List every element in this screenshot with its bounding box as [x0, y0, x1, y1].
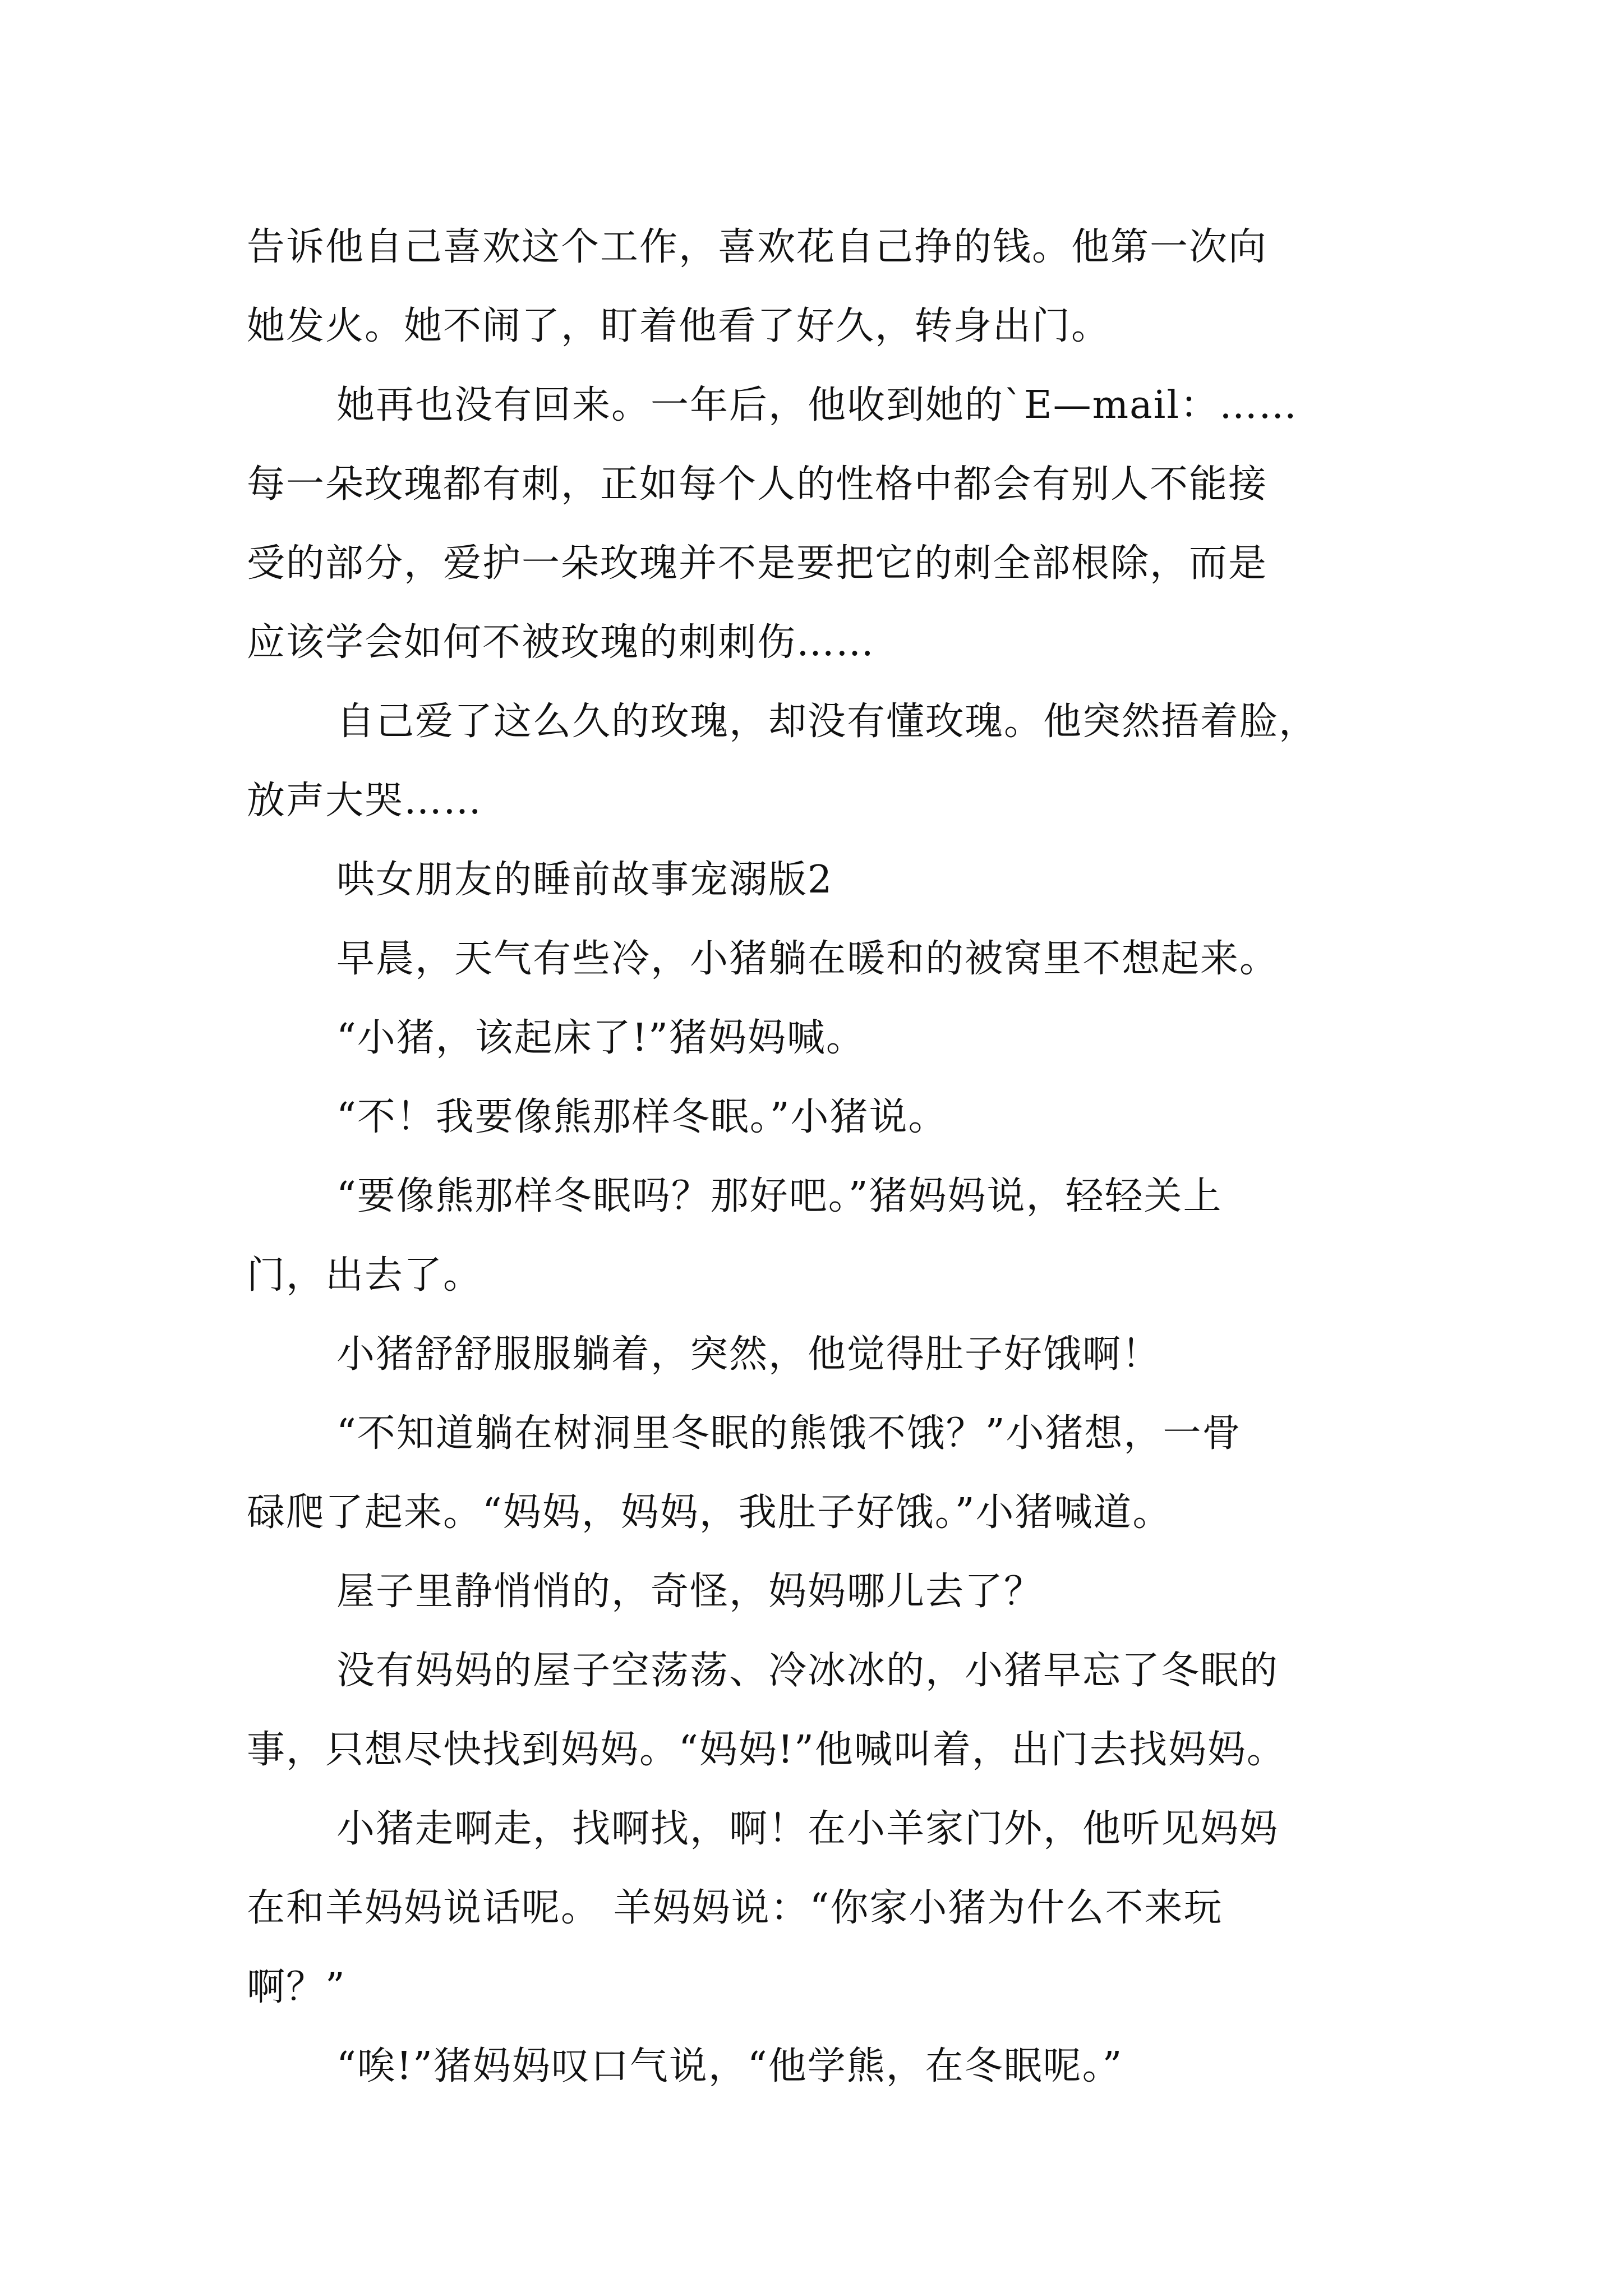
- text-line: 小猪舒舒服服躺着，突然，他觉得肚子好饿啊！: [336, 1332, 1161, 1377]
- text-line: “唉!”猪妈妈叹口气说，“他学熊，在冬眠呢。”: [336, 2044, 1123, 2088]
- text-line: 告诉他自己喜欢这个工作，喜欢花自己挣的钱。他第一次向: [247, 225, 1268, 269]
- text-line: 在和羊妈妈说话呢。 羊妈妈说：“你家小猪为什么不来玩: [247, 1886, 1223, 1930]
- text-line: 事，只想尽快找到妈妈。“妈妈!”他喊叫着，出门去找妈妈。: [247, 1728, 1286, 1772]
- text-line: 门，出去了。: [247, 1253, 483, 1297]
- text-line: 应该学会如何不被玫瑰的刺刺伤……: [247, 620, 875, 665]
- text-line: 屋子里静悄悄的，奇怪，妈妈哪儿去了？: [336, 1570, 1044, 1614]
- text-line: “不知道躺在树洞里冬眠的熊饿不饿？”小猪想，一骨: [336, 1411, 1242, 1456]
- text-line: 啊？”: [247, 1965, 346, 2009]
- document-body: [247, 208, 1402, 2106]
- text-line: 小猪走啊走，找啊找，啊！在小羊家门外，他听见妈妈: [336, 1807, 1279, 1851]
- text-line: 没有妈妈的屋子空荡荡、冷冰冰的，小猪早忘了冬眠的: [336, 1649, 1279, 1693]
- text-line: “不！我要像熊那样冬眠。”小猪说。: [336, 1095, 948, 1139]
- section-title: 哄女朋友的睡前故事宠溺版2: [336, 858, 833, 902]
- text-line: “小猪，该起床了!”猪妈妈喊。: [336, 1016, 865, 1060]
- text-line: 她再也没有回来。一年后，他收到她的`E—mail：……: [336, 383, 1298, 427]
- text-line: 碌爬了起来。“妈妈，妈妈，我肚子好饿。”小猪喊道。: [247, 1490, 1172, 1535]
- text-line: 自己爱了这么久的玫瑰，却没有懂玫瑰。他突然捂着脸，: [336, 700, 1318, 744]
- text-line: “要像熊那样冬眠吗？那好吧。”猪妈妈说，轻轻关上: [336, 1174, 1223, 1218]
- text-line: 每一朵玫瑰都有刺，正如每个人的性格中都会有别人不能接: [247, 462, 1268, 507]
- text-line: 受的部分，爱护一朵玫瑰并不是要把它的刺全部根除，而是: [247, 541, 1268, 586]
- text-line: 放声大哭……: [247, 779, 483, 823]
- text-line: 她发火。她不闹了，盯着他看了好久，转身出门。: [247, 304, 1111, 348]
- text-line: 早晨，天气有些冷，小猪躺在暖和的被窝里不想起来。: [336, 937, 1279, 981]
